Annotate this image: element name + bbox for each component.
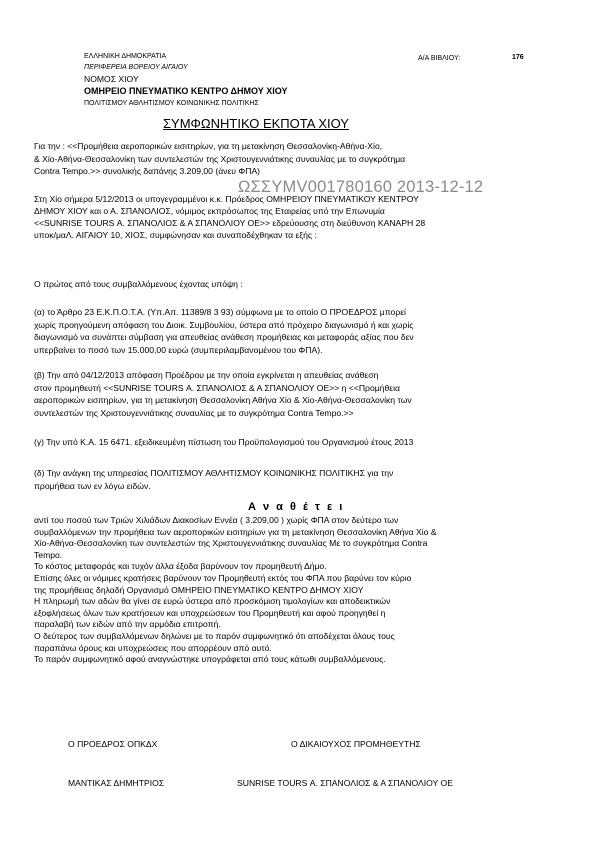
award-heading: Α ν α θ έ τ ε ι — [248, 501, 345, 513]
intro-line: Contra Tempo.>> συνολικής δαπάνης 3.209,00 (άνευ ΦΠΑ) — [34, 166, 261, 176]
point-a — [34, 306, 564, 356]
signature-right-role: Ο ΔΙΚΑΙΟΥΧΟΣ ΠΡΟΜΗΘΕΥΤΗΣ — [291, 739, 421, 749]
award-line: Επίσης όλες οι νόμιμες κρατήσεις βαρύνουν τον Προμηθευτή εκτός του ΦΠΑ που βαρύνει τον κύριο — [34, 572, 412, 583]
book-number-label: Α/Α ΒΙΒΛΙΟΥ: — [418, 55, 461, 62]
award-line: παραπάνω όρους και υποχρεώσεις που απορρέουν από αυτό. — [34, 642, 272, 653]
header-region: ΠΕΡΙΦΕΡΕΙΑ ΒΟΡΕΙΟΥ ΑΙΓΑΙΟΥ — [84, 64, 188, 71]
book-number-value: 176 — [512, 54, 524, 61]
header-prefecture: ΝΟΜΟΣ ΧΙΟΥ — [84, 74, 139, 84]
point-d — [34, 467, 564, 492]
header-organization: ΟΜΗΡΕΙΟ ΠΝΕΥΜΑΤΙΚΟ ΚΕΝΤΡΟ ΔΗΜΟΥ ΧΙΟΥ — [84, 86, 288, 96]
award-line: Το παρόν συμφωνητικό αφού αναγνώστηκε υπογράφεται από τους κάτωθι συμβαλλόμενους. — [34, 654, 386, 665]
parties-line: υποκ/μαΛ. ΑΙΓΑΙΟΥ 10, ΧΙΟΣ, συμφώνησαν και συναποδέχθηκαν τα εξής : — [34, 230, 317, 240]
point-a-line: διαγωνισμό να συνάπτει σύμβαση για απευθείας ανάθεση προμήθειας και μεταφοράς αξίας που δεν — [34, 332, 414, 342]
point-c — [34, 436, 564, 449]
point-d-line: (δ) Την ανάγκη της υπηρεσίας ΠΟΛΙΤΙΣΜΟΥ ΑΘΛΗΤΙΣΜΟΥ ΚΟΙΝΩΝΙΚΗΣ ΠΟΛΙΤΙΚΗΣ για την — [34, 468, 394, 478]
award-line: της προμήθειας δηλαδή Οργανισμό ΟΜΗΡΕΙΟ ΠΝΕΥΜΑΤΙΚΟ ΚΕΝΤΡΟ ΔΗΜΟΥ ΧΙΟΥ — [34, 584, 364, 595]
parties-line: <<SUNRISE TOURS Α. ΣΠΑΝΟΛΙΟΣ & Α ΣΠΑΝΟΛΙΟΥ ΟΕ>> εδρεύουσης στη διεύθυνση ΚΑΝΑΡΗ 28 — [34, 218, 426, 228]
point-a-line: υπερβαίνει το ποσό των 15.000,00 ευρώ (συμπεριλαμβανομένου του ΦΠΑ). — [34, 344, 323, 355]
ada-stamp: ΩΣΣΥΜV001780160 2013-12-12 — [238, 178, 484, 196]
parties-paragraph — [34, 193, 564, 241]
parties-line: Στη Χίο σήμερα 5/12/2013 οι υπογεγραμμένοι κ.κ. Πρόεδρος ΟΜΗΡΕΙΟΥ ΠΝΕΥΜΑΤΙΚΟΥ ΚΕΝΤΡΟΥ — [34, 194, 419, 204]
intro-paragraph — [34, 140, 564, 178]
point-b-line: στον προμηθευτή <<SUNRISE TOURS Α. ΣΠΑΝΟΛΙΟΣ & Α ΣΠΑΝΟΛΙΟΥ ΟΕ>> η <<Προμήθεια — [34, 382, 400, 393]
intro-line: & Χίο-Αθήνα-Θεσσαλονίκη των συντελεστών της Χριστουγεννιάτικης συναυλίας με το συγκρότημα — [34, 153, 406, 164]
point-b-line: συντελεστών της Χριστουγεννιάτικης συναυλίας με το συγκρότημα Contra Tempo.>> — [34, 407, 354, 418]
intro-line: Για την : <<Προμήθεια αεροπορικών εισιτηρίων, για τη μετακίνηση Θεσσαλονίκη-Αθήνα-Χίο, — [34, 141, 383, 151]
award-paragraph — [34, 515, 564, 666]
parties-line: ΔΗΜΟΥ ΧΙΟΥ και ο Α. ΣΠΑΝΟΛΙΟΣ, νόμιμος εκπρόσωπος της Εταιρείας υπό την Επωνυμία — [34, 206, 385, 216]
signature-left-role: Ο ΠΡΟΕΔΡΟΣ ΟΠΚΔΧ — [68, 739, 158, 749]
first-party-text: Ο πρώτος από τους συμβαλλόμενους έχοντας υπόψη : — [34, 279, 243, 289]
award-line: Το κόστος μεταφοράς και τυχόν άλλα έξοδα βαρύνουν τον προμηθευτή Δήμο. — [34, 561, 327, 572]
first-party-line — [34, 278, 564, 291]
award-line: Η πληρωμή των αδών θα γίνει σε ευρώ ύστερα από προσκόμιση τιμολογίων και αποδεικτικών — [34, 596, 391, 607]
award-line: παραλαβή των ειδών από την αρμόδια επιτροπή. — [34, 619, 221, 630]
document-title: ΣΥΜΦΩΝΗΤΙΚΟ ΕΚΠΟΤΑ ΧΙΟΥ — [163, 116, 349, 131]
header-republic: ΕΛΛΗΝΙΚΗ ΔΗΜΟΚΡΑΤΙΑ — [84, 53, 167, 60]
point-b — [34, 369, 564, 419]
point-c-line: (γ) Την υπό Κ.Α. 15 6471. εξειδικευμένη πίστωση του Προϋπολογισμού του Οργανισμού έτους 2013 — [34, 437, 414, 447]
award-line: Tempo. — [34, 549, 63, 560]
point-d-line: προμήθεια των εν λόγω ειδών. — [34, 480, 151, 491]
award-line: αντί του ποσού των Τριών Χιλιάδων Διακοσίων Εννέα ( 3.209,00 ) χωρίς ΦΠΑ στον δεύτερο των — [34, 515, 399, 525]
signature-left-name: ΜΑΝΤΙΚΑΣ ΔΗΜΗΤΡΙΟΣ — [68, 778, 165, 788]
header-department: ΠΟΛΙΤΙΣΜΟΥ ΑΘΛΗΤΙΣΜΟΥ ΚΟΙΝΩΝΙΚΗΣ ΠΟΛΙΤΙΚΗΣ — [84, 100, 259, 107]
point-a-line: χωρίς προηγούμενη απόφαση του Διοικ. Συμβουλίου, ύστερα από πρόχειρο διαγωνισμό ή και χωρίς — [34, 319, 414, 330]
award-line: συμβαλλόμενων την προμήθεια των αεροπορικών εισιτηρίων για τη μετακίνηση Θεσσαλονίκη Αθήνα Χίο & — [34, 526, 437, 537]
award-line: εξοφλήσεως όλων των κρατήσεων και υποχρεώσεων του Προμηθευτή και αφού προηγηθεί η — [34, 607, 386, 618]
point-a-line: (α) το Άρθρο 23 Ε.Κ.Π.Ο.Τ.Α. (Υπ.Απ. 11389/8 3 93) σύμφωνα με το οποίο Ο ΠΡΟΕΔΡΟΣ μπορεί — [34, 307, 406, 317]
point-b-line: αεροπορικών εισιτηρίων, για τη μετακίνηση Θεσσαλονίκη Αθήνα Χίο & Χίο-Αθήνα-Θεσσαλονίκη των — [34, 395, 412, 405]
award-line: Ο δεύτερος των συμβαλλόμενων δηλώνει με το παρόν συμφωνητικό ότι αποδέχεται όλους τους — [34, 630, 395, 641]
signature-right-name: SUNRISE TOURS Α. ΣΠΑΝΟΛΙΟΣ & Α ΣΠΑΝΟΛΙΟΥ ΟΕ — [237, 778, 453, 788]
point-b-line: (β) Την από 04/12/2013 απόφαση Προέδρου με την οποία εγκρίνεται η απευθείας ανάθεση — [34, 370, 379, 380]
award-line: Χίο-Αθήνα-Θεσσαλονίκη των συντελεστών της Χριστουγεννιάτικης συναυλίας Με το συγκρότημα Contra — [34, 538, 428, 549]
